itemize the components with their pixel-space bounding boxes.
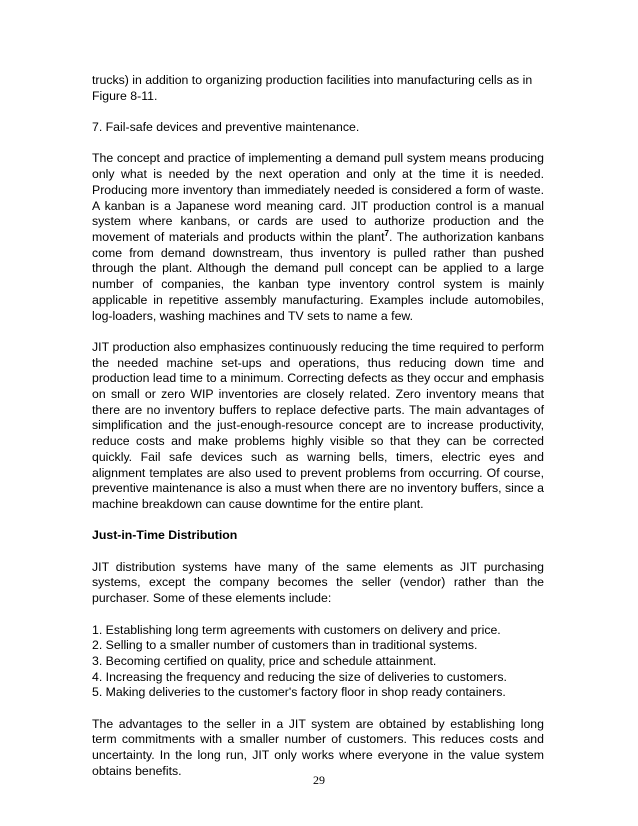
paragraph-advantages: The advantages to the seller in a JIT system are obtained by establishing long term commitments with a smaller number of customers. This reduces costs and uncertainty. In the long run, JIT only works where everyone in the value system obtains benefits.: [92, 716, 544, 778]
list-item: 1. Establishing long term agreements with customers on delivery and price.: [92, 622, 501, 637]
paragraph-demand-pull-text-cont: . The authorization kanbans come from demand downstream, thus inventory is pulled rather than pushed through the plant. Although the demand pull concept can be applied to a large number of companies, the kanban type inventory control system is mainly applicable in repetitive assembly manufacturing. Examples include automobiles, log-loaders, washing machines and TV sets to name a few.: [92, 230, 545, 323]
list-item: 4. Increasing the frequency and reducing the size of deliveries to customers.: [92, 669, 507, 684]
page-number: 29: [313, 773, 325, 787]
footnote-ref-7: 7: [384, 228, 389, 238]
list-item: 2. Selling to a smaller number of customers than in traditional systems.: [92, 638, 478, 653]
section-heading-jit-distribution: Just-in-Time Distribution: [92, 528, 238, 543]
paragraph-intro: trucks) in addition to organizing production facilities into manufacturing cells as in Figure 8-11.: [92, 73, 533, 103]
paragraph-jit-production: JIT production also emphasizes continuously reducing the time required to perform the needed machine set-ups and operations, thus reducing down time and production lead time to a minimum. Correcting defects as they occur and emphasis on small or zero WIP inventories are closely related. Zero inventory means that there are no inventory buffers to replace defective parts. The main advantages of simplification and the just-enough-resource concept are to increase productivity, reduce costs and make problems highly visible so that they can be corrected quickly. Fail safe devices such as warning bells, timers, electric eyes and alignment templates are also used to prevent problems from occurring. Of course, preventive maintenance is also a must when there are no inventory buffers, since a machine breakdown can cause downtime for the entire plant.: [92, 339, 544, 511]
list-item: 5. Making deliveries to the customer's factory floor in shop ready containers.: [92, 685, 506, 700]
paragraph-demand-pull: [92, 151, 544, 324]
list-item: 3. Becoming certified on quality, price and schedule attainment.: [92, 653, 437, 668]
elements-list: [92, 623, 544, 702]
paragraph-jit-distribution: JIT distribution systems have many of the same elements as JIT purchasing systems, except the company becomes the seller (vendor) rather than the purchaser. Some of these elements include:: [92, 559, 544, 606]
paragraph-demand-pull-text: The concept and practice of implementing a demand pull system means producing only what is needed by the next operation and only at the time it is needed. Producing more inventory than immediately needed is considered a form of waste. A kanban is a Japanese word meaning card. JIT production control is a manual system where kanbans, or cards are used to authorize production and the movement of materials and products within the plant: [92, 151, 544, 244]
page-body: [92, 73, 544, 795]
list-item-fail-safe: 7. Fail-safe devices and preventive maintenance.: [92, 120, 360, 135]
